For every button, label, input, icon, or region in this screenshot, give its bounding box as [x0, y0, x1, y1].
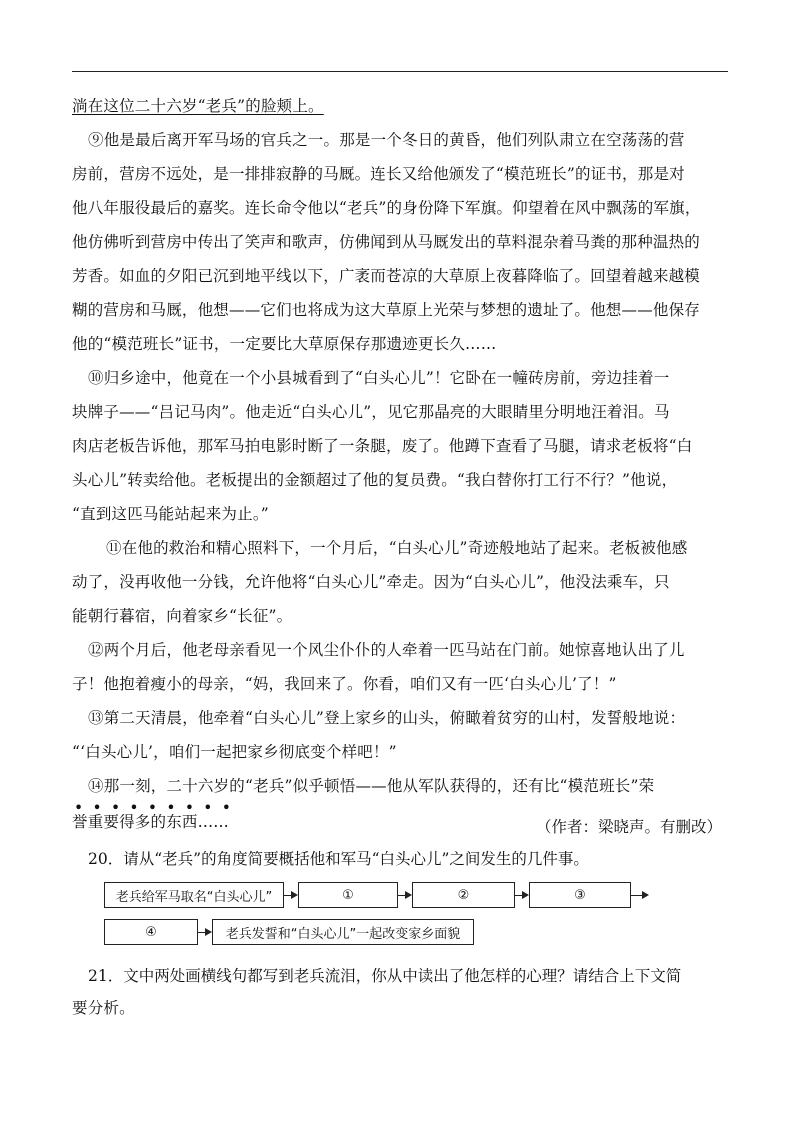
arrow-icon: [198, 932, 210, 933]
question-20: 20．请从“老兵”的角度简要概括他和军马“白头心儿”之间发生的几件事。: [88, 850, 589, 868]
flow-step-3-box[interactable]: ③: [529, 882, 631, 908]
flow-step-1-box[interactable]: ①: [298, 882, 398, 908]
flow-end-box: 老兵发誓和“白头心儿”一起改变家乡面貌: [212, 919, 474, 945]
flow-step-4-box[interactable]: ④: [104, 919, 198, 945]
question-21-line-2: 要分析。: [72, 999, 135, 1017]
text-line: 肉店老板告诉他，那军马拍电影时断了一条腿，废了。他蹲下查看了马腿，请求老板将“白: [72, 437, 693, 455]
arrow-icon: [284, 895, 296, 896]
flow-start-box: 老兵给军马取名“白头心儿”: [104, 882, 284, 908]
paragraph-13-line: ⑬第二天清晨，他牵着“白头心儿”登上家乡的山头，俯瞰着贫穷的山村，发誓般地说：: [88, 709, 686, 727]
text-line: 动了，没再收他一分钱，允许他将“白头心儿”牵走。因为“白头心儿”，他没法乘车，只: [72, 573, 670, 591]
text-line: 淌在这位二十六岁“老兵”的脸颊上。: [72, 97, 324, 115]
text-line: 子！他抱着瘦小的母亲，“妈，我回来了。你看，咱们又有一匹‘白头心儿’了！”: [72, 675, 617, 693]
arrow-icon: [398, 895, 410, 896]
text-line: “直到这匹马能站起来为止。”: [72, 505, 269, 523]
text-line: “‘白头心儿’，咱们一起把家乡彻底变个样吧！”: [72, 743, 397, 761]
text-line: 誉重要得多的东西……: [72, 813, 230, 831]
text-line: 头心儿”转卖给他。老板提出的金额超过了他的复员费。“我白替你打工行不行？”他说，: [72, 471, 678, 489]
text-line: 他的“模范班长”证书，一定要比大草原保存那遗迹更长久……: [72, 335, 497, 353]
arrow-icon: [631, 895, 647, 896]
flow-step-2-box[interactable]: ②: [412, 882, 515, 908]
paragraph-11-line: ⑪在他的救治和精心照料下，一个月后，“白头心儿”奇迹般地站了起来。老板被他感: [106, 539, 688, 557]
text-line: 块牌子——“吕记马肉”。他走近“白头心儿”，见它那晶亮的大眼睛里分明地汪着泪。马: [72, 403, 670, 421]
text-line: 芳香。如血的夕阳已沉到地平线以下，广袤而苍凉的大草原上夜暮降临了。回望着越来越模: [72, 267, 701, 285]
text-line: 糊的营房和马厩，他想——它们也将成为这大草原上光荣与梦想的遗址了。他想——他保存: [72, 301, 701, 319]
text-line: 他仿佛听到营房中传出了笑声和歌声，仿佛闻到从马厩发出的草料混杂着马粪的那种温热的: [72, 233, 701, 251]
header-rule: [72, 71, 728, 72]
paragraph-12-line: ⑫两个月后，他老母亲看见一个风尘仆仆的人牵着一匹马站在门前。她惊喜地认出了儿: [88, 641, 685, 659]
text-line: 他八年服役最后的嘉奖。连长命令他以“老兵”的身份降下军旗。仰望着在风中飘荡的军旗，: [72, 199, 701, 217]
text-line: 能朝行暮宿，向着家乡“长征”。: [72, 607, 293, 625]
paragraph-10-line: ⑩归乡途中，他竟在一个小县城看到了“白头心儿”！它卧在一幢砖房前，旁边挂着一: [88, 369, 670, 387]
text-line: 房前，营房不远处，是一排排寂静的马厩。连长又给他颁发了“模范班长”的证书，那是对: [72, 165, 685, 183]
arrow-icon: [515, 895, 527, 896]
paragraph-9-line: ⑨他是最后离开军马场的官兵之一。那是一个冬日的黄昏，他们列队肃立在空荡荡的营: [88, 131, 685, 149]
attribution: （作者：梁晓声。有删改）: [535, 818, 722, 836]
question-21-line-1: 21．文中两处画横线句都写到老兵流泪，你从中读出了他怎样的心理？请结合上下文简: [88, 967, 682, 985]
paragraph-14-line: ⑭那一刻，二十六岁的“老兵”似乎顿悟——他从军队获得的，还有比“模范班长”荣: [88, 777, 655, 795]
emphasis-dots: • • • • • • • • •: [74, 799, 234, 817]
